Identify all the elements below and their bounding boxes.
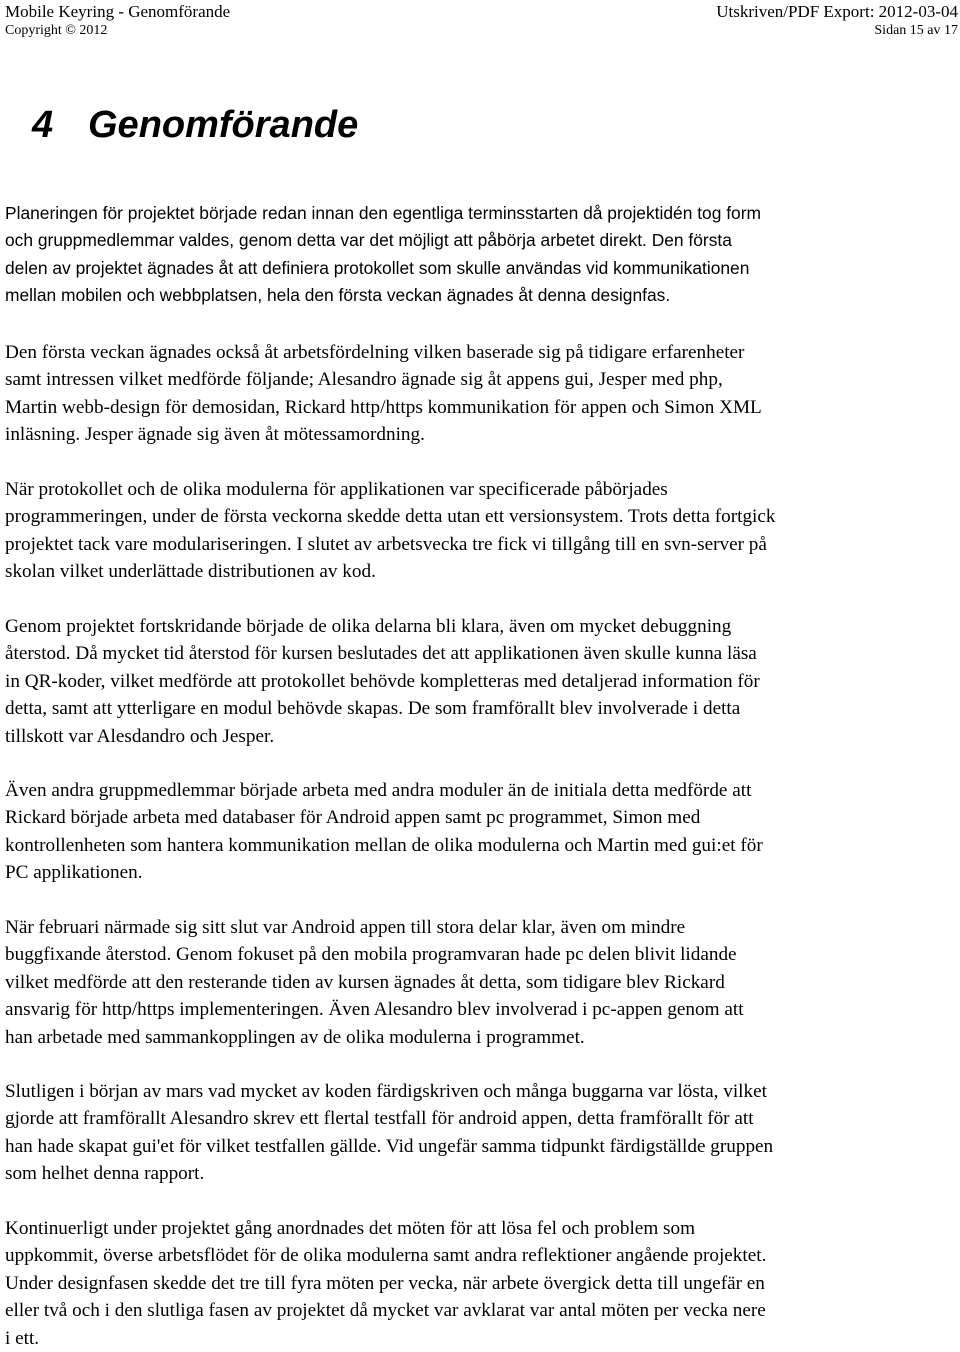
copyright-notice: Copyright © 2012 (5, 23, 108, 38)
paragraph-line: buggfixande återstod. Genom fokuset på den mobila programvaran hade pc delen blivit lidande (5, 944, 737, 966)
paragraph-line: PC applikationen. (5, 862, 143, 884)
paragraph-5 (5, 777, 956, 887)
paragraph-line: vilket medförde att den resterande tiden av kursen ägnades åt detta, som tidigare blev Rickard (5, 971, 725, 993)
paragraph-line: skolan vilket underlättade distributionen av kod. (5, 561, 376, 583)
paragraph-line: uppkommit, överse arbetsflödet för de olika modulerna samt andra reflektioner angående projektet. (5, 1245, 767, 1267)
paragraph-line: gjorde att framförallt Alesandro skrev ett flertal testfall för android appen, detta framförallt för att (5, 1108, 754, 1130)
paragraph-line: kontrollenheten som hantera kommunikation mellan de olika modulerna och Martin med gui:et för (5, 834, 763, 856)
paragraph-line: han hade skapat gui'et för vilket testfallen gällde. Vid ungefär samma tidpunkt färdigställde gruppen (5, 1135, 774, 1157)
paragraph-line: i ett. (5, 1327, 40, 1349)
paragraph-line: samt intressen vilket medförde följande; Alesandro ägnade sig åt appens gui, Jesper med php, (5, 369, 723, 391)
paragraph-line: Rickard började arbeta med databaser för Android appen samt pc programmet, Simon med (5, 807, 701, 829)
paragraph-line: tillskott var Alesdandro och Jesper. (5, 725, 275, 747)
paragraph-line: och gruppmedlemmar valdes, genom detta var det möjligt att påbörja arbetet direkt. Den första (5, 230, 732, 251)
paragraph-line: Genom projektet fortskridande började de olika delarna bli klara, även om mycket debuggning (5, 616, 732, 637)
paragraph-line: Planeringen för projektet började redan innan den egentliga terminsstarten då projektidén tog form (5, 203, 762, 223)
paragraph-1 (5, 200, 956, 310)
paragraph-7 (5, 1078, 956, 1188)
paragraph-6 (5, 914, 956, 1051)
header-row-top (5, 2, 958, 22)
paragraph-line: han arbetade med sammankopplingen av de olika modulerna i programmet. (5, 1026, 585, 1048)
paragraph-line: Slutligen i början av mars vad mycket av koden färdigskriven och många buggarna var lösta, vilket (5, 1081, 767, 1102)
paragraph-line: När februari närmade sig sitt slut var Android appen till stora delar klar, även om mindre (5, 917, 686, 938)
paragraph-line: projektet tack vare modulariseringen. I slutet av arbetsvecka tre fick vi tillgång till en svn-server på (5, 533, 767, 555)
paragraph-line: återstod. Då mycket tid återstod för kursen beslutades det att applikationen även skulle kunna läsa (5, 643, 757, 665)
paragraph-4 (5, 613, 956, 750)
paragraph-line: inläsning. Jesper ägnade sig även åt mötessamordning. (5, 424, 425, 446)
paragraph-line: Martin webb-design för demosidan, Rickard http/https kommunikation för appen och Simon XML (5, 396, 762, 418)
paragraph-line: in QR-koder, vilket medförde att protokollet behövde kompletteras med detaljerad information för (5, 670, 760, 692)
document-title: Mobile Keyring - Genomförande (5, 2, 231, 21)
header-row-bottom (5, 22, 958, 40)
page-header (5, 0, 958, 44)
paragraph-3 (5, 476, 956, 586)
paragraph-line: detta, samt att ytterligare en modul behövde skapas. De som framförallt blev involverade i detta (5, 698, 741, 720)
paragraph-line: Under designfasen skedde det tre till fyra möten per vecka, när arbete övergick detta till ungefär en (5, 1272, 765, 1294)
paragraph-line: som helhet denna rapport. (5, 1163, 205, 1185)
chapter-number: 4 (32, 104, 54, 146)
paragraph-2 (5, 339, 956, 449)
paragraph-line: programmeringen, under de första veckorna skedde detta utan ett versionsystem. Trots detta fortgick (5, 506, 776, 528)
paragraph-line: delen av projektet ägnades åt att definiera protokollet som skulle användas vid kommunikationen (5, 257, 750, 278)
paragraph-line: När protokollet och de olika modulerna för applikationen var specificerade påbörjades (5, 479, 668, 500)
paragraph-line: Kontinuerligt under projektet gång anordnades det möten för att lösa fel och problem som (5, 1218, 696, 1239)
paragraph-line: ansvarig för http/https implementeringen. Även Alesandro blev involverad i pc-appen genom att (5, 999, 744, 1021)
paragraph-8 (5, 1215, 956, 1352)
paragraph-line: mellan mobilen och webbplatsen, hela den första veckan ägnades åt denna designfas. (5, 285, 671, 306)
paragraph-line: Den första veckan ägnades också åt arbetsfördelning vilken baserade sig på tidigare erfarenheter (5, 342, 745, 363)
chapter-title-text: Genomförande (88, 104, 359, 146)
paragraph-line: Även andra gruppmedlemmar började arbeta med andra moduler än de initiala detta medförde att (5, 780, 752, 801)
export-date: Utskriven/PDF Export: 2012-03-04 (716, 2, 958, 21)
paragraph-line: eller två och i den slutliga fasen av projektet då mycket var avklarat var antal möten per vecka nere (5, 1300, 766, 1322)
page-number: Sidan 15 av 17 (874, 23, 958, 38)
chapter-heading (32, 96, 358, 154)
